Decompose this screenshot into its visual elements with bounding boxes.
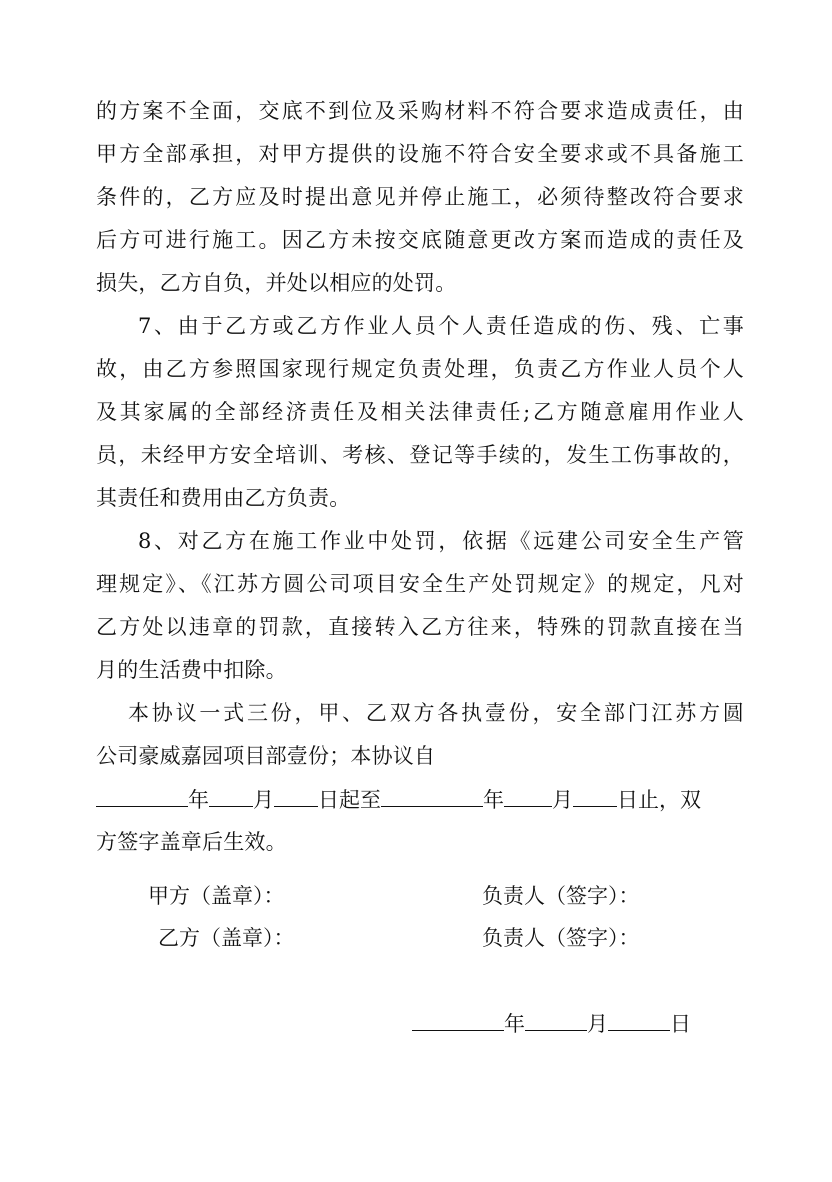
date-range-month1: 月 [253,788,274,812]
blank-sign-year[interactable] [412,1008,504,1031]
blank-end-month[interactable] [504,784,552,807]
blank-start-year[interactable] [96,784,188,807]
party-b-seal-label: 乙方（盖章）： [158,926,295,950]
p7-line-3: 及其家属的全部经济责任及相关法律责任;乙方随意雇用作业人 [96,400,744,424]
sign-date-month: 月 [587,1012,608,1036]
p6-line-5: 损失，乙方自负，并处以相应的处罚。 [96,271,457,295]
p6-line-1: 的方案不全面，交底不到位及采购材料不符合要求造成责任，由 [96,99,744,123]
blank-end-year[interactable] [381,784,483,807]
sign-date-day: 日 [670,1012,691,1036]
sign-date-line [412,1008,691,1039]
p8-line-4: 月的生活费中扣除。 [96,658,287,682]
p7-line-1: 7、由于乙方或乙方作业人员个人责任造成的伤、残、亡事 [138,314,744,338]
blank-sign-month[interactable] [525,1008,587,1031]
date-range-year2: 年 [483,788,504,812]
sign-date-year: 年 [504,1012,525,1036]
party-a-person-label: 负责人（签字）： [482,884,640,908]
date-range-line [96,784,744,814]
date-range-day1: 日起至 [318,788,381,812]
agreement-effect-line: 方签字盖章后生效。 [96,830,287,854]
party-a-seal-label: 甲方（盖章）： [148,884,285,908]
p8-line-3: 乙方处以违章的罚款，直接转入乙方往来，特殊的罚款直接在当 [96,615,744,639]
blank-start-month[interactable] [209,784,253,807]
agreement-line-1: 本协议一式三份，甲、乙双方各执壹份，安全部门江苏方圆 [128,701,744,725]
date-range-month2: 月 [552,788,573,812]
party-b-person-label: 负责人（签字）： [482,926,640,950]
p7-line-5: 其责任和费用由乙方负责。 [96,486,351,510]
p6-line-4: 后方可进行施工。因乙方未按交底随意更改方案而造成的责任及 [96,228,744,252]
p6-line-3: 条件的，乙方应及时提出意见并停止施工，必须待整改符合要求 [96,185,744,209]
p7-line-2: 故，由乙方参照国家现行规定负责处理，负责乙方作业人员个人 [96,357,744,381]
date-range-day2: 日止，双 [617,788,701,812]
agreement-line-2: 公司豪威嘉园项目部壹份；本协议自 [96,744,436,768]
blank-end-day[interactable] [573,784,617,807]
p6-line-2: 甲方全部承担，对甲方提供的设施不符合安全要求或不具备施工 [96,142,744,166]
p8-line-2: 理规定》、《江苏方圆公司项目安全生产处罚规定》的规定，凡对 [96,572,744,596]
blank-start-day[interactable] [274,784,318,807]
p8-line-1: 8、对乙方在施工作业中处罚，依据《远建公司安全生产管 [138,529,744,553]
p7-line-4: 员，未经甲方安全培训、考核、登记等手续的，发生工伤事故的， [96,443,744,467]
blank-sign-day[interactable] [608,1008,670,1031]
date-range-year1: 年 [188,788,209,812]
